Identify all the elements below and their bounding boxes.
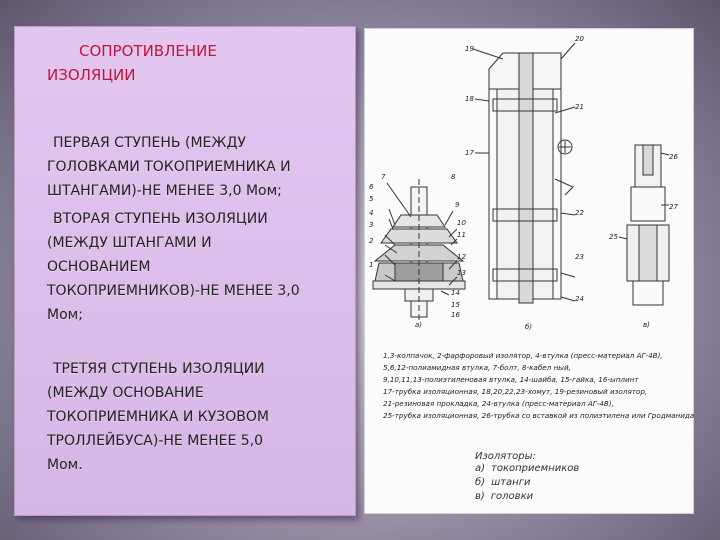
legend-line: 25-трубка изоляционная, 26-трубка со вставкой из полиэтилена или Гродманида [383, 411, 695, 420]
paragraph-third-stage [47, 357, 357, 477]
legend-line: 9,10,11,13-полиэтиленовая втулка, 14-шайба, 15-гайка, 16-ыплинт [383, 375, 639, 384]
insulator-text: головки [490, 491, 534, 502]
callout-b-21: 21 [575, 103, 584, 111]
title-line-1: СОПРОТИВЛЕНИЕ [79, 42, 217, 60]
callout-b-24: 24 [575, 295, 584, 303]
callout-a-1: 1 [369, 261, 374, 269]
insulator-text: токоприемников [491, 463, 580, 474]
para-line: ОСНОВАНИЕМ [47, 259, 151, 275]
drawing-c [619, 145, 669, 305]
legend-line: 17-трубка изоляционная, 18,20,22,23-хомут, 19-резиновый изолятор, [383, 387, 648, 396]
text-panel [14, 26, 356, 516]
insulator-letter: б) [475, 477, 486, 488]
callout-c-25: 25 [609, 233, 618, 241]
para-line: ТОКОПРИЕМНИКОВ)-НЕ МЕНЕЕ 3,0 [47, 283, 300, 299]
para-line: ТРЕТЯЯ СТУПЕНЬ ИЗОЛЯЦИИ [53, 361, 265, 377]
callout-c-27: 27 [669, 203, 678, 211]
para-line: ГОЛОВКАМИ ТОКОПРИЕМНИКА И [47, 159, 291, 175]
para-line: ТРОЛЛЕЙБУСА)-НЕ МЕНЕЕ 5,0 [47, 433, 264, 449]
title-line-2: ИЗОЛЯЦИИ [47, 66, 136, 84]
drawing-b [473, 43, 575, 303]
para-line: Мом; [47, 307, 83, 323]
callout-a-8: 8 [451, 173, 456, 181]
callout-a-6: 6 [369, 183, 374, 191]
para-line: ШТАНГАМИ)-НЕ МЕНЕЕ 3,0 Мом; [47, 183, 282, 199]
insulators-heading: Изоляторы: [475, 451, 536, 462]
sub-label-b: б) [525, 323, 533, 331]
callout-b-22: 22 [575, 209, 584, 217]
paragraph-first-stage [47, 131, 357, 203]
callout-b-19: 19 [465, 45, 474, 53]
callout-b-18: 18 [465, 95, 474, 103]
callout-a-9: 9 [455, 201, 460, 209]
callout-b-20: 20 [575, 35, 584, 43]
paragraph-second-stage [47, 207, 357, 327]
callout-a-11: 11 [457, 231, 466, 239]
insulator-item-b [475, 477, 536, 488]
callout-b-17: 17 [465, 149, 474, 157]
insulator-letter: в) [475, 491, 485, 502]
technical-drawing-panel [364, 28, 694, 514]
legend-line: 1,3-колпачок, 2-фарфоровый изолятор, 4-втулка (пресс-материал АГ-4В), [383, 351, 663, 360]
drawing-a [373, 179, 465, 321]
callout-a-3: 3 [369, 221, 374, 229]
legend-line: 21-резиновая прокладка, 24-втулка (пресс-материал АГ-4В), [383, 399, 614, 408]
callout-a-10: 10 [457, 219, 466, 227]
callout-a-15: 15 [451, 301, 460, 309]
sub-label-c: в) [643, 321, 650, 329]
callout-a-12: 12 [457, 253, 466, 261]
callout-b-23: 23 [575, 253, 584, 261]
insulator-drawing [365, 29, 693, 513]
insulator-item-a [475, 463, 585, 474]
callout-a-13: 13 [457, 269, 466, 277]
para-line: (МЕЖДУ ОСНОВАНИЕ [47, 385, 204, 401]
insulator-letter: а) [475, 463, 486, 474]
callout-c-26: 26 [669, 153, 678, 161]
callout-a-4: 4 [369, 209, 374, 217]
callout-a-14: 14 [451, 289, 460, 297]
insulator-text: штанги [491, 477, 531, 488]
para-line: (МЕЖДУ ШТАНГАМИ И [47, 235, 212, 251]
para-line: ВТОРАЯ СТУПЕНЬ ИЗОЛЯЦИИ [53, 211, 268, 227]
para-line: ТОКОПРИЕМНИКА И КУЗОВОМ [47, 409, 269, 425]
slide-title [47, 39, 347, 87]
para-line: ПЕРВАЯ СТУПЕНЬ (МЕЖДУ [53, 135, 246, 151]
sub-label-a: а) [415, 321, 423, 329]
insulator-item-c [475, 491, 539, 502]
callout-a-5: 5 [369, 195, 374, 203]
callout-a-2: 2 [369, 237, 374, 245]
callout-a-7: 7 [381, 173, 386, 181]
para-line: Мом. [47, 457, 83, 473]
callout-a-16: 16 [451, 311, 460, 319]
legend-line: 5,6,12-полиамидная втулка, 7-болт, 8-кабел ный, [383, 363, 571, 372]
